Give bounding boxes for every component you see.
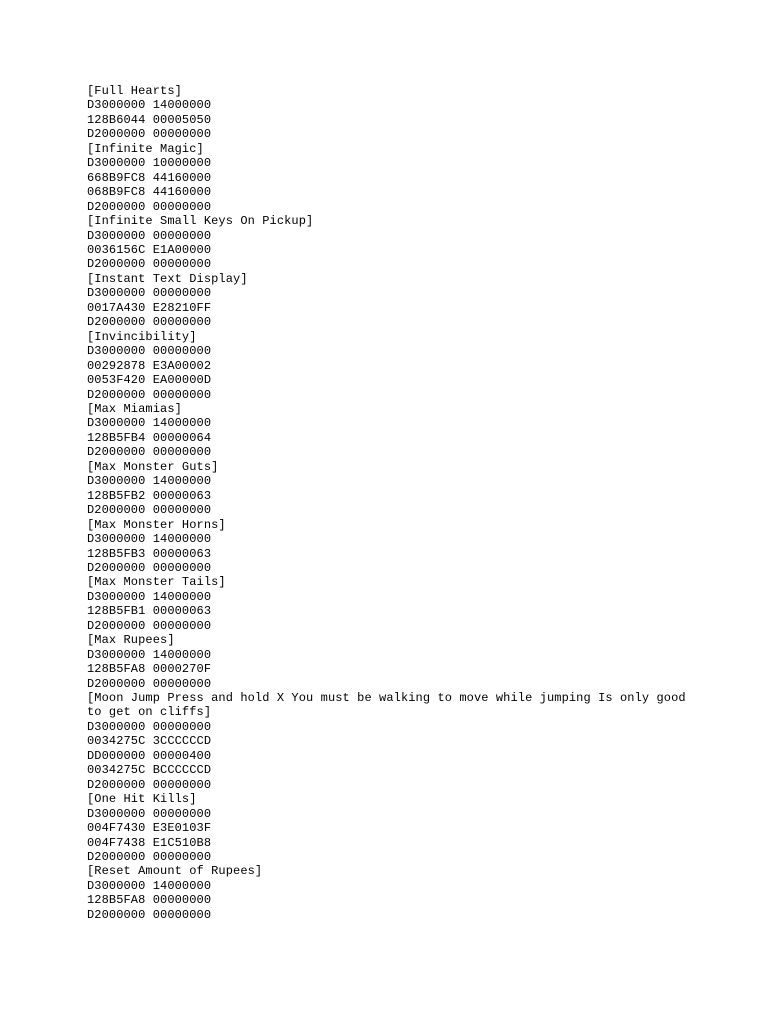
code-line: D3000000 00000000 (87, 719, 212, 734)
code-line: 00292878 E3A00002 (87, 358, 212, 373)
code-line: 004F7438 E1C510B8 (87, 835, 212, 850)
cheat-entry (87, 460, 687, 518)
code-line: D2000000 00000000 (87, 777, 212, 792)
cheat-entry (87, 792, 687, 864)
code-line: 128B5FB4 00000064 (87, 430, 212, 445)
cheat-title: [Reset Amount of Rupees] (87, 864, 263, 879)
cheat-title: [One Hit Kills] (87, 792, 197, 807)
code-line: D3000000 14000000 (87, 647, 212, 662)
cheat-title: [Infinite Small Keys On Pickup] (87, 214, 314, 229)
code-line: 0034275C 3CCCCCCD (87, 734, 212, 749)
code-line: D3000000 14000000 (87, 589, 212, 604)
code-line: D2000000 00000000 (87, 907, 212, 922)
cheat-entry (87, 272, 687, 330)
cheat-entry (87, 84, 687, 142)
code-line: 128B6044 00005050 (87, 112, 212, 127)
code-line: 128B5FB3 00000063 (87, 546, 212, 561)
cheat-entry (87, 142, 687, 214)
cheat-title: [Max Monster Horns] (87, 517, 226, 532)
code-line: 0034275C BCCCCCCD (87, 763, 212, 778)
code-line: D2000000 00000000 (87, 560, 212, 575)
code-line: 0053F420 EA00000D (87, 373, 212, 388)
cheat-title: [Full Hearts] (87, 84, 182, 98)
code-line: D2000000 00000000 (87, 127, 212, 142)
code-line: D2000000 00000000 (87, 676, 212, 691)
code-line: D3000000 14000000 (87, 98, 212, 113)
cheat-entry (87, 330, 687, 402)
cheat-entry (87, 402, 687, 460)
code-line: D3000000 00000000 (87, 228, 212, 243)
code-line: D3000000 14000000 (87, 532, 212, 547)
cheat-entry (87, 633, 687, 691)
code-line: D2000000 00000000 (87, 199, 212, 214)
cheat-title: [Invincibility] (87, 329, 197, 344)
cheat-title: [Max Monster Tails] (87, 575, 226, 590)
cheat-title: [Moon Jump Press and hold X You must be walking to move while jumping Is only good to get on cliffs] (87, 691, 694, 720)
code-line: D3000000 14000000 (87, 878, 212, 893)
code-line: D2000000 00000000 (87, 257, 212, 272)
code-line: 128B5FA8 0000270F (87, 662, 212, 677)
code-line: 128B5FB2 00000063 (87, 488, 212, 503)
cheat-entry (87, 575, 687, 633)
code-line: 0036156C E1A00000 (87, 242, 212, 257)
cheat-entry (87, 214, 687, 272)
code-line: D3000000 10000000 (87, 156, 212, 171)
code-line: D3000000 14000000 (87, 416, 212, 431)
code-line: 668B9FC8 44160000 (87, 170, 212, 185)
code-line: D3000000 14000000 (87, 474, 212, 489)
code-line: 0017A430 E28210FF (87, 300, 212, 315)
cheat-title: [Max Rupees] (87, 633, 175, 648)
code-line: D2000000 00000000 (87, 503, 212, 518)
code-line: D3000000 00000000 (87, 344, 212, 359)
cheat-title: [Infinite Magic] (87, 141, 204, 156)
cheat-title: [Instant Text Display] (87, 271, 248, 286)
code-line: 068B9FC8 44160000 (87, 185, 212, 200)
cheat-entry (87, 864, 687, 922)
cheat-entry (87, 518, 687, 576)
cheat-code-document (87, 84, 694, 922)
code-line: D2000000 00000000 (87, 445, 212, 460)
code-line: 004F7430 E3E0103F (87, 821, 212, 836)
cheat-title: [Max Miamias] (87, 401, 182, 416)
code-line: D2000000 00000000 (87, 315, 212, 330)
code-line: D2000000 00000000 (87, 618, 212, 633)
code-line: DD000000 00000400 (87, 748, 212, 763)
code-line: 128B5FA8 00000000 (87, 893, 212, 908)
code-line: D2000000 00000000 (87, 850, 212, 865)
code-line: D3000000 00000000 (87, 806, 212, 821)
code-line: D2000000 00000000 (87, 387, 212, 402)
code-line: 128B5FB1 00000063 (87, 604, 212, 619)
cheat-entry (87, 691, 694, 792)
code-line: D3000000 00000000 (87, 286, 212, 301)
cheat-title: [Max Monster Guts] (87, 459, 219, 474)
